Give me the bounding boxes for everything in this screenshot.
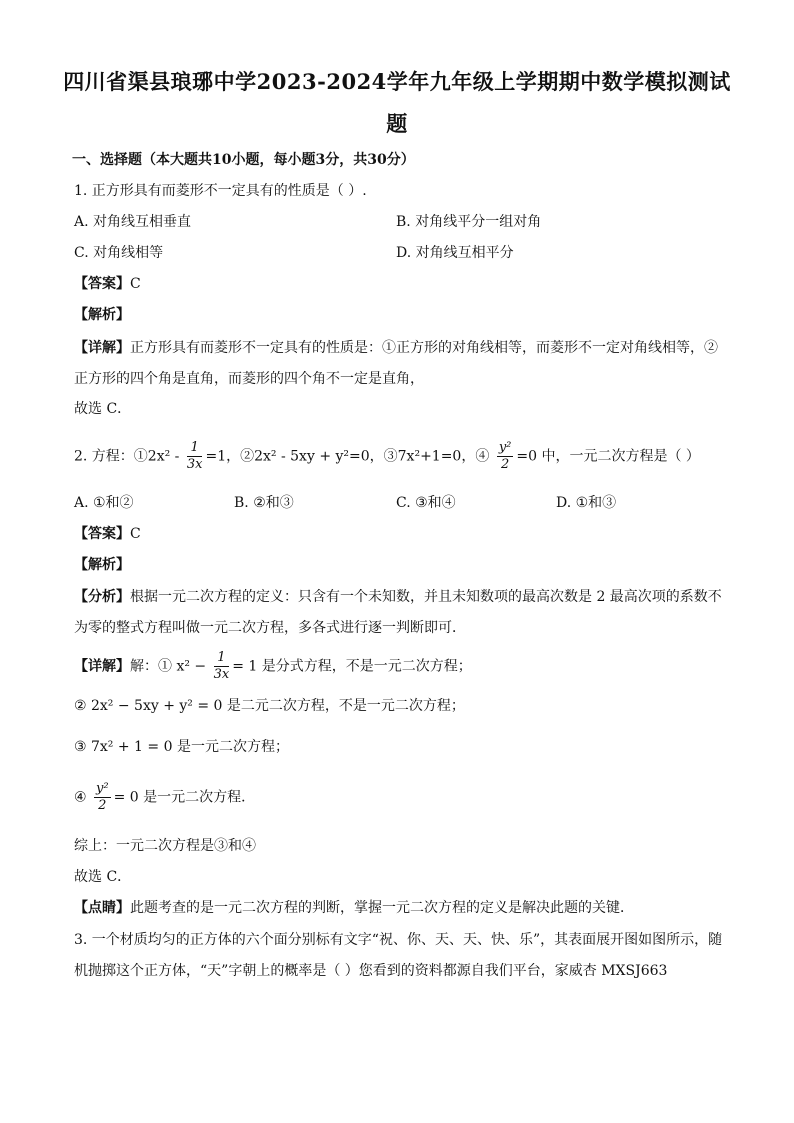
detail-text: 正方形具有而菱形不一定具有的性质是：①正方形的对角线相等，而菱形不一定对角线相等，② [130,340,718,356]
answer-tag: 【答案】 [74,276,130,292]
detail-4-prefix: ④ [74,789,87,806]
q2-dianjing [74,898,634,918]
q1-detail-line1 [74,338,718,358]
q2-option-b: B. ②和③ [234,495,294,511]
detail-1-fraction [214,650,230,683]
q2-stem-prefix: 2. 方程：①2x² - [74,448,180,465]
frac-denominator: 3x [186,457,203,472]
answer-tag: 【答案】 [74,526,130,542]
q2-fraction-1 [187,440,203,473]
q2-analysis-tag: 【解析】 [74,557,130,573]
frac-numerator: 1 [214,650,230,667]
q1-answer [74,274,141,294]
q3-line1: 3. 一个材质均匀的正方体的六个面分别标有文字“祝、你、天、天、快、乐”，其表面展开图如图所示，随 [74,932,723,948]
q2-fenxi-line2: 为零的整式方程叫做一元二次方程，多各式进行逐一判断即可． [74,620,466,636]
detail-1-suffix: = 1 是分式方程，不是一元二次方程； [232,658,472,675]
q2-detail-1 [74,650,472,683]
dianjing-text: 此题考查的是一元二次方程的判断，掌握一元二次方程的定义是解决此题的关键． [130,900,634,916]
q1-analysis-tag: 【解析】 [74,307,130,323]
q2-detail-3: ③ 7x² + 1 = 0 是一元二次方程； [74,739,289,755]
exam-title-line1: 四川省渠县琅琊中学2023-2024学年九年级上学期期中数学模拟测试 [63,69,731,94]
q2-detail-4 [74,781,255,814]
q1-detail-line2: 正方形的四个角是直角，而菱形的四个角不一定是直角， [74,371,424,387]
q2-fraction-2 [497,440,514,473]
q1-option-c: C. 对角线相等 [74,245,164,261]
q2-option-d: D. ①和③ [556,495,617,511]
q1-option-b: B. 对角线平分一组对角 [396,214,542,230]
detail-tag: 【详解】 [74,340,130,356]
fenxi-tag: 【分析】 [74,589,130,605]
detail-4-fraction [94,781,111,814]
dianjing-tag: 【点睛】 [74,900,130,916]
q1-option-a: A. 对角线互相垂直 [74,214,192,230]
q2-stem-mid: =1，②2x² - 5xy + y²=0，③7x²+1=0，④ [205,448,490,465]
frac-denominator: 2 [98,798,107,813]
frac-denominator: 2 [500,457,510,472]
q2-stem [74,440,700,473]
answer-value: C [130,276,141,292]
q2-stem-suffix: =0 中，一元二次方程是（ ） [516,448,700,465]
exam-title-line2: 题 [386,111,408,136]
q2-conclusion: 故选 C． [74,869,132,885]
q2-answer [74,524,141,544]
section-heading: 一、选择题（本大题共10小题，每小题3分，共30分） [72,152,415,168]
detail-1-prefix: 解：① x² − [130,658,207,675]
fenxi-text: 根据一元二次方程的定义：只含有一个未知数，并且未知数项的最高次数是 2 最高次项的系数不 [130,589,722,605]
q2-fenxi-line1 [74,587,722,607]
q1-conclusion: 故选 C． [74,401,132,417]
detail-4-suffix: = 0 是一元二次方程． [113,789,256,806]
answer-value: C [130,526,141,542]
q1-option-d: D. 对角线互相平分 [396,245,514,261]
q2-summary: 综上：一元二次方程是③和④ [74,838,256,854]
detail-tag: 【详解】 [74,658,130,675]
frac-numerator: y² [96,781,109,796]
q3-line2: 机抛掷这个正方体，“天”字朝上的概率是（ ）您看到的资料都源自我们平台，家威杏 MXSJ663 [74,963,668,979]
q1-stem: 1. 正方形具有而菱形不一定具有的性质是（ ）. [74,183,367,199]
frac-denominator: 3x [213,667,230,682]
q2-detail-2: ② 2x² − 5xy + y² = 0 是二元二次方程，不是一元二次方程； [74,698,465,714]
q2-option-a: A. ①和② [74,495,134,511]
frac-numerator: y² [498,440,512,455]
q2-option-c: C. ③和④ [396,495,456,511]
frac-numerator: 1 [187,440,203,457]
